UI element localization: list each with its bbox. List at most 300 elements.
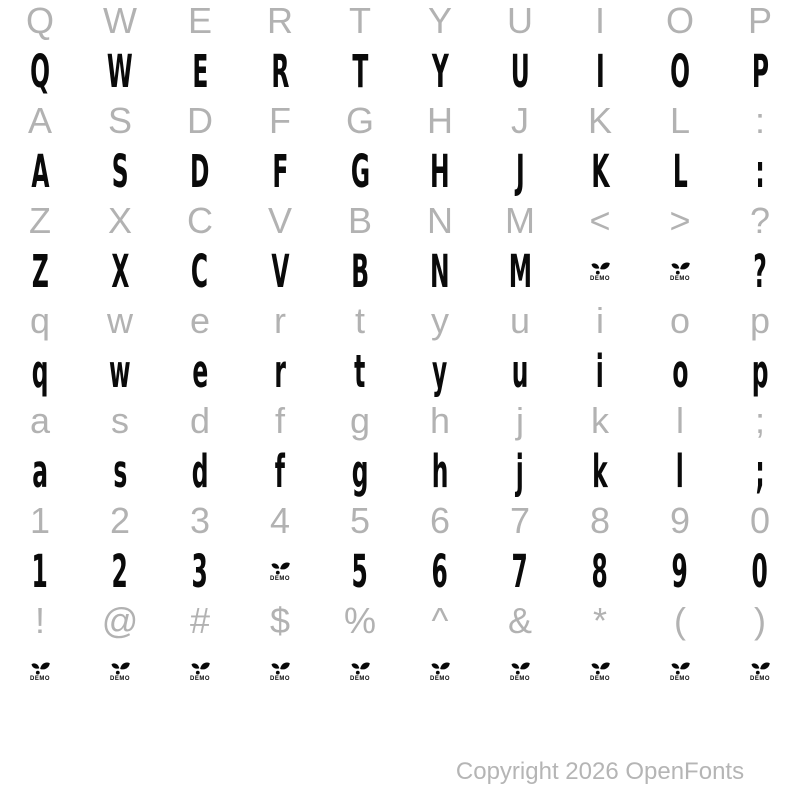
glyph-cell	[640, 250, 720, 300]
glyph-character: T	[349, 0, 371, 41]
glyph-character: K	[590, 144, 610, 198]
glyph-cell	[80, 400, 160, 450]
glyph-character: (	[674, 600, 686, 641]
demo-watermark-icon	[749, 662, 772, 675]
glyph-character: 5	[351, 544, 369, 598]
glyph-character: )	[754, 600, 766, 641]
glyph-cell	[560, 600, 640, 650]
glyph-cell	[160, 100, 240, 150]
demo-placeholder-label: DEMO	[670, 676, 690, 682]
glyph-character: U	[507, 0, 533, 41]
glyph-cell	[480, 544, 560, 600]
glyph-cell	[80, 650, 160, 700]
glyph-cell	[160, 144, 240, 200]
glyph-cell	[400, 244, 480, 300]
demo-placeholder-label: DEMO	[190, 676, 210, 682]
glyph-cell	[240, 344, 320, 400]
glyph-cell	[320, 444, 400, 500]
glyph-cell	[0, 0, 80, 50]
glyph-cell	[480, 600, 560, 650]
reference-glyph-row	[0, 0, 800, 50]
glyph-cell	[720, 544, 800, 600]
glyph-cell	[480, 344, 560, 400]
glyph-character: 8	[589, 500, 611, 541]
glyph-cell	[320, 400, 400, 450]
glyph-character: T	[352, 44, 368, 98]
demo-watermark-icon	[429, 662, 452, 675]
glyph-cell	[80, 144, 160, 200]
glyph-character: 2	[111, 544, 129, 598]
glyph-cell	[560, 444, 640, 500]
glyph-character: t	[354, 300, 365, 341]
glyph-character: ^	[431, 600, 449, 641]
glyph-character: i	[596, 300, 604, 341]
glyph-character: o	[669, 300, 691, 341]
glyph-cell	[240, 144, 320, 200]
glyph-cell	[320, 344, 400, 400]
glyph-cell	[160, 544, 240, 600]
glyph-character: 2	[109, 500, 131, 541]
demo-font-glyph-row	[0, 444, 800, 500]
glyph-character: p	[751, 344, 769, 398]
glyph-cell	[320, 650, 400, 700]
glyph-character: g	[349, 400, 371, 441]
glyph-character: G	[345, 100, 374, 141]
glyph-cell	[0, 300, 80, 350]
glyph-character: :	[755, 144, 765, 198]
glyph-cell	[560, 650, 640, 700]
glyph-cell	[320, 0, 400, 50]
demo-watermark-icon	[669, 262, 692, 275]
glyph-cell	[640, 100, 720, 150]
glyph-character: X	[110, 244, 130, 298]
glyph-cell	[400, 144, 480, 200]
glyph-cell	[560, 0, 640, 50]
glyph-cell	[240, 244, 320, 300]
glyph-character: 0	[751, 544, 769, 598]
glyph-cell	[320, 300, 400, 350]
glyph-cell	[720, 200, 800, 250]
glyph-character: B	[347, 200, 372, 241]
glyph-cell	[240, 400, 320, 450]
glyph-character: N	[427, 200, 453, 241]
glyph-cell	[560, 250, 640, 300]
glyph-character: j	[516, 400, 524, 441]
glyph-character: g	[351, 444, 369, 498]
glyph-cell	[400, 650, 480, 700]
glyph-cell	[80, 344, 160, 400]
glyph-character: Z	[29, 200, 51, 241]
glyph-cell	[240, 600, 320, 650]
glyph-character: L	[672, 144, 688, 198]
glyph-character: D	[190, 144, 210, 198]
glyph-cell	[0, 344, 80, 400]
glyph-cell	[160, 650, 240, 700]
glyph-character: D	[187, 100, 213, 141]
glyph-cell	[560, 300, 640, 350]
glyph-cell	[320, 500, 400, 550]
glyph-cell	[0, 500, 80, 550]
glyph-cell	[0, 544, 80, 600]
glyph-cell	[400, 44, 480, 100]
glyph-character: V	[270, 244, 290, 298]
glyph-character: B	[351, 244, 369, 298]
glyph-cell	[240, 300, 320, 350]
demo-placeholder-label: DEMO	[590, 676, 610, 682]
glyph-character: M	[505, 200, 535, 241]
glyph-character: u	[511, 344, 529, 398]
glyph-cell	[80, 200, 160, 250]
glyph-cell	[80, 244, 160, 300]
glyph-character: W	[107, 44, 133, 98]
glyph-character: %	[343, 600, 376, 641]
glyph-character: ?	[753, 244, 767, 298]
glyph-cell	[240, 200, 320, 250]
demo-placeholder-label: DEMO	[750, 676, 770, 682]
glyph-character: J	[515, 144, 525, 198]
demo-watermark-icon	[589, 662, 612, 675]
glyph-cell	[240, 444, 320, 500]
glyph-cell	[640, 344, 720, 400]
glyph-character: I	[594, 0, 605, 41]
glyph-character: $	[269, 600, 291, 641]
glyph-cell	[640, 600, 720, 650]
glyph-character: E	[192, 44, 208, 98]
glyph-character: f	[274, 444, 286, 498]
demo-placeholder-glyph	[429, 662, 452, 682]
glyph-character: 3	[191, 544, 209, 598]
glyph-character: P	[747, 0, 772, 41]
demo-placeholder-glyph	[589, 262, 612, 282]
glyph-cell	[480, 244, 560, 300]
glyph-cell	[400, 100, 480, 150]
glyph-character: 9	[671, 544, 689, 598]
glyph-cell	[80, 544, 160, 600]
glyph-character: H	[427, 100, 453, 141]
glyph-cell	[560, 44, 640, 100]
glyph-cell	[80, 444, 160, 500]
glyph-cell	[400, 200, 480, 250]
demo-placeholder-glyph	[589, 662, 612, 682]
glyph-character: X	[107, 200, 132, 241]
footer-copyright: Copyright 2026 OpenFonts	[455, 758, 745, 785]
demo-placeholder-glyph	[669, 662, 692, 682]
glyph-cell	[160, 0, 240, 50]
glyph-character: w	[107, 300, 133, 341]
glyph-character: 9	[669, 500, 691, 541]
glyph-cell	[720, 300, 800, 350]
glyph-character: H	[430, 144, 450, 198]
demo-watermark-icon	[189, 662, 212, 675]
glyph-cell	[0, 200, 80, 250]
glyph-cell	[240, 44, 320, 100]
glyph-cell	[480, 100, 560, 150]
glyph-character: I	[595, 44, 605, 98]
glyph-character: C	[191, 244, 209, 298]
glyph-character: U	[510, 44, 530, 98]
glyph-cell	[240, 100, 320, 150]
glyph-character: V	[267, 200, 292, 241]
demo-placeholder-label: DEMO	[110, 676, 130, 682]
glyph-character: E	[187, 0, 212, 41]
glyph-cell	[0, 244, 80, 300]
glyph-character: o	[671, 344, 689, 398]
glyph-character: <	[589, 200, 611, 241]
demo-watermark-icon	[669, 662, 692, 675]
glyph-cell	[160, 600, 240, 650]
glyph-cell	[720, 344, 800, 400]
demo-placeholder-glyph	[349, 662, 372, 682]
demo-placeholder-glyph	[269, 562, 292, 582]
glyph-character: A	[30, 144, 50, 198]
reference-glyph-row	[0, 600, 800, 650]
glyph-character: t	[354, 344, 366, 398]
glyph-cell	[160, 200, 240, 250]
glyph-cell	[0, 44, 80, 100]
glyph-character: Z	[31, 244, 49, 298]
glyph-cell	[400, 444, 480, 500]
glyph-cell	[480, 144, 560, 200]
glyph-character: F	[272, 144, 288, 198]
glyph-cell	[320, 44, 400, 100]
demo-placeholder-glyph	[29, 662, 52, 682]
demo-font-glyph-row	[0, 244, 800, 300]
demo-placeholder-label: DEMO	[270, 576, 290, 582]
glyph-cell	[240, 500, 320, 550]
glyph-cell	[640, 650, 720, 700]
glyph-cell	[160, 500, 240, 550]
glyph-character: R	[270, 44, 290, 98]
glyph-character: d	[189, 400, 211, 441]
glyph-cell	[640, 0, 720, 50]
glyph-cell	[0, 100, 80, 150]
glyph-character: @	[101, 600, 139, 641]
glyph-cell	[720, 400, 800, 450]
glyph-character: 8	[591, 544, 609, 598]
glyph-character: P	[751, 44, 769, 98]
glyph-character: 6	[431, 544, 449, 598]
glyph-character: 7	[511, 544, 529, 598]
glyph-cell	[0, 444, 80, 500]
demo-placeholder-glyph	[749, 662, 772, 682]
glyph-cell	[160, 300, 240, 350]
reference-glyph-row	[0, 400, 800, 450]
glyph-character: k	[592, 444, 608, 498]
glyph-cell	[240, 0, 320, 50]
glyph-character: 3	[189, 500, 211, 541]
glyph-cell	[480, 650, 560, 700]
glyph-cell	[480, 200, 560, 250]
demo-watermark-icon	[589, 262, 612, 275]
glyph-cell	[320, 600, 400, 650]
demo-watermark-icon	[29, 662, 52, 675]
glyph-cell	[640, 444, 720, 500]
demo-font-glyph-row	[0, 144, 800, 200]
glyph-cell	[160, 344, 240, 400]
glyph-character: #	[189, 600, 211, 641]
glyph-cell	[480, 300, 560, 350]
glyph-cell	[560, 400, 640, 450]
glyph-character: J	[511, 100, 529, 141]
glyph-character: a	[32, 444, 48, 498]
glyph-character: A	[27, 100, 52, 141]
glyph-cell	[720, 100, 800, 150]
glyph-character: 4	[269, 500, 291, 541]
glyph-cell	[240, 550, 320, 600]
glyph-cell	[0, 400, 80, 450]
glyph-cell	[400, 0, 480, 50]
glyph-character: S	[107, 100, 132, 141]
glyph-cell	[80, 0, 160, 50]
glyph-character: 1	[31, 544, 49, 598]
glyph-character: 0	[749, 500, 771, 541]
demo-placeholder-glyph	[669, 262, 692, 282]
glyph-cell	[560, 344, 640, 400]
glyph-cell	[400, 600, 480, 650]
glyph-character: S	[111, 144, 129, 198]
glyph-cell	[640, 144, 720, 200]
glyph-character: p	[749, 300, 771, 341]
glyph-character: 7	[509, 500, 531, 541]
glyph-character: Q	[25, 0, 54, 41]
glyph-character: N	[430, 244, 450, 298]
glyph-cell	[320, 244, 400, 300]
glyph-cell	[320, 544, 400, 600]
glyph-character: s	[111, 400, 129, 441]
reference-glyph-row	[0, 300, 800, 350]
glyph-cell	[240, 650, 320, 700]
glyph-cell	[0, 144, 80, 200]
glyph-character: q	[29, 300, 51, 341]
glyph-cell	[80, 300, 160, 350]
glyph-character: L	[669, 100, 691, 141]
glyph-cell	[320, 200, 400, 250]
glyph-character: a	[29, 400, 51, 441]
glyph-character: e	[189, 300, 211, 341]
glyph-cell	[560, 144, 640, 200]
glyph-character: G	[350, 144, 370, 198]
demo-placeholder-label: DEMO	[510, 676, 530, 682]
glyph-cell	[400, 300, 480, 350]
glyph-cell	[720, 444, 800, 500]
demo-placeholder-label: DEMO	[590, 276, 610, 282]
glyph-cell	[400, 544, 480, 600]
demo-placeholder-glyph	[189, 662, 212, 682]
glyph-character: r	[274, 344, 286, 398]
glyph-character: y	[432, 344, 448, 398]
demo-placeholder-label: DEMO	[30, 676, 50, 682]
demo-font-glyph-row	[0, 344, 800, 400]
glyph-cell	[640, 544, 720, 600]
glyph-cell	[720, 244, 800, 300]
glyph-cell	[160, 400, 240, 450]
glyph-character: w	[109, 344, 131, 398]
glyph-character: i	[595, 344, 605, 398]
glyph-cell	[80, 500, 160, 550]
glyph-character: Y	[431, 44, 449, 98]
demo-watermark-icon	[109, 662, 132, 675]
demo-placeholder-glyph	[109, 662, 132, 682]
glyph-character: y	[431, 300, 449, 341]
glyph-character: M	[508, 244, 532, 298]
demo-placeholder-glyph	[509, 662, 532, 682]
glyph-character: j	[515, 444, 525, 498]
glyph-cell	[640, 400, 720, 450]
glyph-cell	[720, 144, 800, 200]
glyph-cell	[160, 44, 240, 100]
glyph-character: 1	[29, 500, 51, 541]
glyph-cell	[160, 244, 240, 300]
glyph-character: 5	[349, 500, 371, 541]
demo-font-glyph-row	[0, 650, 800, 700]
glyph-character: h	[431, 444, 449, 498]
glyph-cell	[640, 500, 720, 550]
glyph-cell	[640, 300, 720, 350]
glyph-cell	[640, 44, 720, 100]
glyph-cell	[320, 100, 400, 150]
glyph-character: d	[191, 444, 209, 498]
demo-watermark-icon	[269, 562, 292, 575]
glyph-cell	[480, 400, 560, 450]
glyph-cell	[560, 200, 640, 250]
glyph-character: *	[592, 600, 607, 641]
glyph-cell	[0, 650, 80, 700]
demo-font-glyph-row	[0, 44, 800, 100]
glyph-cell	[400, 344, 480, 400]
glyph-character: l	[676, 400, 684, 441]
glyph-cell	[640, 200, 720, 250]
glyph-character: K	[587, 100, 612, 141]
demo-placeholder-label: DEMO	[350, 676, 370, 682]
glyph-character: &	[507, 600, 532, 641]
reference-glyph-row	[0, 100, 800, 150]
glyph-cell	[720, 650, 800, 700]
glyph-cell	[560, 100, 640, 150]
glyph-cell	[0, 600, 80, 650]
glyph-character: l	[675, 444, 685, 498]
demo-placeholder-glyph	[269, 662, 292, 682]
demo-watermark-icon	[509, 662, 532, 675]
glyph-character: q	[31, 344, 49, 398]
glyph-character: k	[591, 400, 609, 441]
glyph-character: R	[267, 0, 293, 41]
glyph-character: f	[274, 400, 285, 441]
glyph-character: u	[509, 300, 531, 341]
glyph-character: s	[113, 444, 127, 498]
glyph-cell	[80, 100, 160, 150]
glyph-character: e	[192, 344, 208, 398]
glyph-cell	[80, 600, 160, 650]
demo-placeholder-label: DEMO	[670, 276, 690, 282]
demo-placeholder-label: DEMO	[430, 676, 450, 682]
glyph-cell	[160, 444, 240, 500]
glyph-character: ;	[755, 444, 765, 498]
glyph-cell	[720, 500, 800, 550]
demo-font-glyph-row	[0, 544, 800, 600]
glyph-character: Q	[30, 44, 50, 98]
glyph-character: C	[187, 200, 213, 241]
glyph-character: h	[429, 400, 451, 441]
glyph-cell	[480, 0, 560, 50]
glyph-character: W	[103, 0, 137, 41]
demo-watermark-icon	[349, 662, 372, 675]
glyph-character: ?	[749, 200, 771, 241]
glyph-cell	[720, 600, 800, 650]
glyph-cell	[720, 0, 800, 50]
demo-watermark-icon	[269, 662, 292, 675]
glyph-cell	[320, 144, 400, 200]
glyph-cell	[560, 500, 640, 550]
